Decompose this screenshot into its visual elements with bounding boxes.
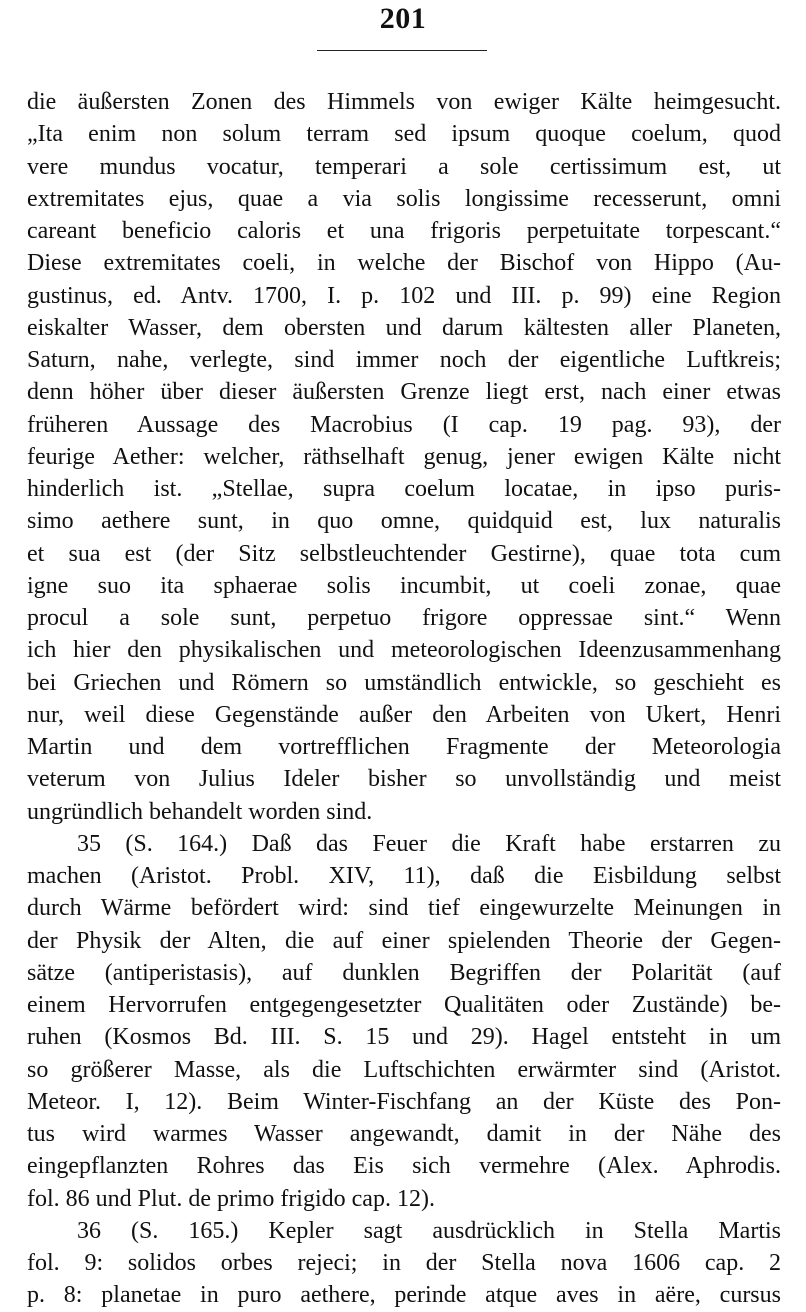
text-line: feurige Aether: welcher, räthselhaft genug, jener ewigen Kälte nicht (27, 443, 781, 470)
text-line: procul a sole sunt, perpetuo frigore oppressae sint.“ Wenn (27, 605, 781, 631)
text-line: nur, weil diese Gegenstände außer den Arbeiten von Ukert, Henri (27, 701, 781, 728)
text-line: tus wird warmes Wasser angewandt, damit in der Nähe des (27, 1121, 781, 1147)
text-line: früheren Aussage des Macrobius (I cap. 19 pag. 93), der (27, 411, 781, 438)
text-line: vere mundus vocatur, temperari a sole certissimum est, ut (27, 153, 781, 180)
text-line: ungründlich behandelt worden sind. (27, 798, 373, 825)
text-line: p. 8: planetae in puro aethere, perinde atque aves in aëre, cursus (27, 1282, 781, 1309)
text-line: sätze (antiperistasis), auf dunklen Begriffen der Polarität (auf (27, 959, 781, 986)
text-line: machen (Aristot. Probl. XIV, 11), daß die Eisbildung selbst (27, 863, 781, 889)
body-text (27, 86, 781, 1312)
text-line: gustinus, ed. Antv. 1700, I. p. 102 und III. p. 99) eine Region (27, 282, 781, 309)
footnote-line: 35 (S. 164.) Daß das Feuer die Kraft habe erstarren zu (77, 830, 781, 857)
text-line: denn höher über dieser äußersten Grenze liegt erst, nach einer etwas (27, 379, 781, 406)
text-line: ich hier den physikalischen und meteorologischen Ideenzusammenhang (27, 637, 781, 664)
text-line: durch Wärme befördert wird: sind tief eingewurzelte Meinungen in (27, 895, 781, 922)
text-line: igne suo ita sphaerae solis incumbit, ut coeli zonae, quae (27, 572, 781, 599)
text-line: fol. 86 und Plut. de primo frigido cap. 12). (27, 1185, 435, 1212)
text-line: Saturn, nahe, verlegte, sind immer noch der eigentliche Luftkreis; (27, 347, 781, 373)
text-line: bei Griechen und Römern so umständlich entwickle, so geschieht es (27, 669, 781, 696)
text-line: Meteor. I, 12). Beim Winter-Fischfang an der Küste des Pon- (27, 1088, 781, 1115)
text-line: die äußersten Zonen des Himmels von ewiger Kälte heimgesucht. (27, 89, 781, 115)
text-line: der Physik der Alten, die auf einer spielenden Theorie der Gegen- (27, 927, 781, 954)
text-line: einem Hervorrufen entgegengesetzter Qualitäten oder Zustände) be- (27, 992, 781, 1018)
text-line: Diese extremitates coeli, in welche der Bischof von Hippo (Au- (27, 250, 781, 277)
text-line: eiskalter Wasser, dem obersten und darum kältesten aller Planeten, (27, 314, 781, 341)
page-number: 201 (379, 2, 427, 35)
footnote-line: 36 (S. 165.) Kepler sagt ausdrücklich in Stella Martis (77, 1217, 781, 1244)
text-line: Martin und dem vortrefflichen Fragmente der Meteorologia (27, 734, 781, 760)
text-line: hinderlich ist. „Stellae, supra coelum locatae, in ipso puris- (27, 476, 781, 502)
text-line: fol. 9: solidos orbes rejeci; in der Stella nova 1606 cap. 2 (27, 1250, 781, 1276)
text-line: so größerer Masse, als die Luftschichten erwärmter sind (Aristot. (27, 1056, 781, 1083)
text-line: veterum von Julius Ideler bisher so unvollständig und meist (27, 766, 781, 793)
text-line: eingepflanzten Rohres das Eis sich vermehre (Alex. Aphrodis. (27, 1153, 781, 1180)
text-line: „Ita enim non solum terram sed ipsum quoque coelum, quod (27, 121, 781, 148)
text-line: careant beneficio caloris et una frigoris perpetuitate torpescant.“ (27, 218, 781, 244)
text-line: simo aethere sunt, in quo omne, quidquid est, lux naturalis (27, 508, 781, 535)
text-line: ruhen (Kosmos Bd. III. S. 15 und 29). Hagel entsteht in um (27, 1024, 781, 1051)
header-rule (317, 50, 487, 51)
text-line: et sua est (der Sitz selbstleuchtender Gestirne), quae tota cum (27, 540, 781, 567)
text-line: extremitates ejus, quae a via solis longissime recesserunt, omni (27, 185, 781, 212)
